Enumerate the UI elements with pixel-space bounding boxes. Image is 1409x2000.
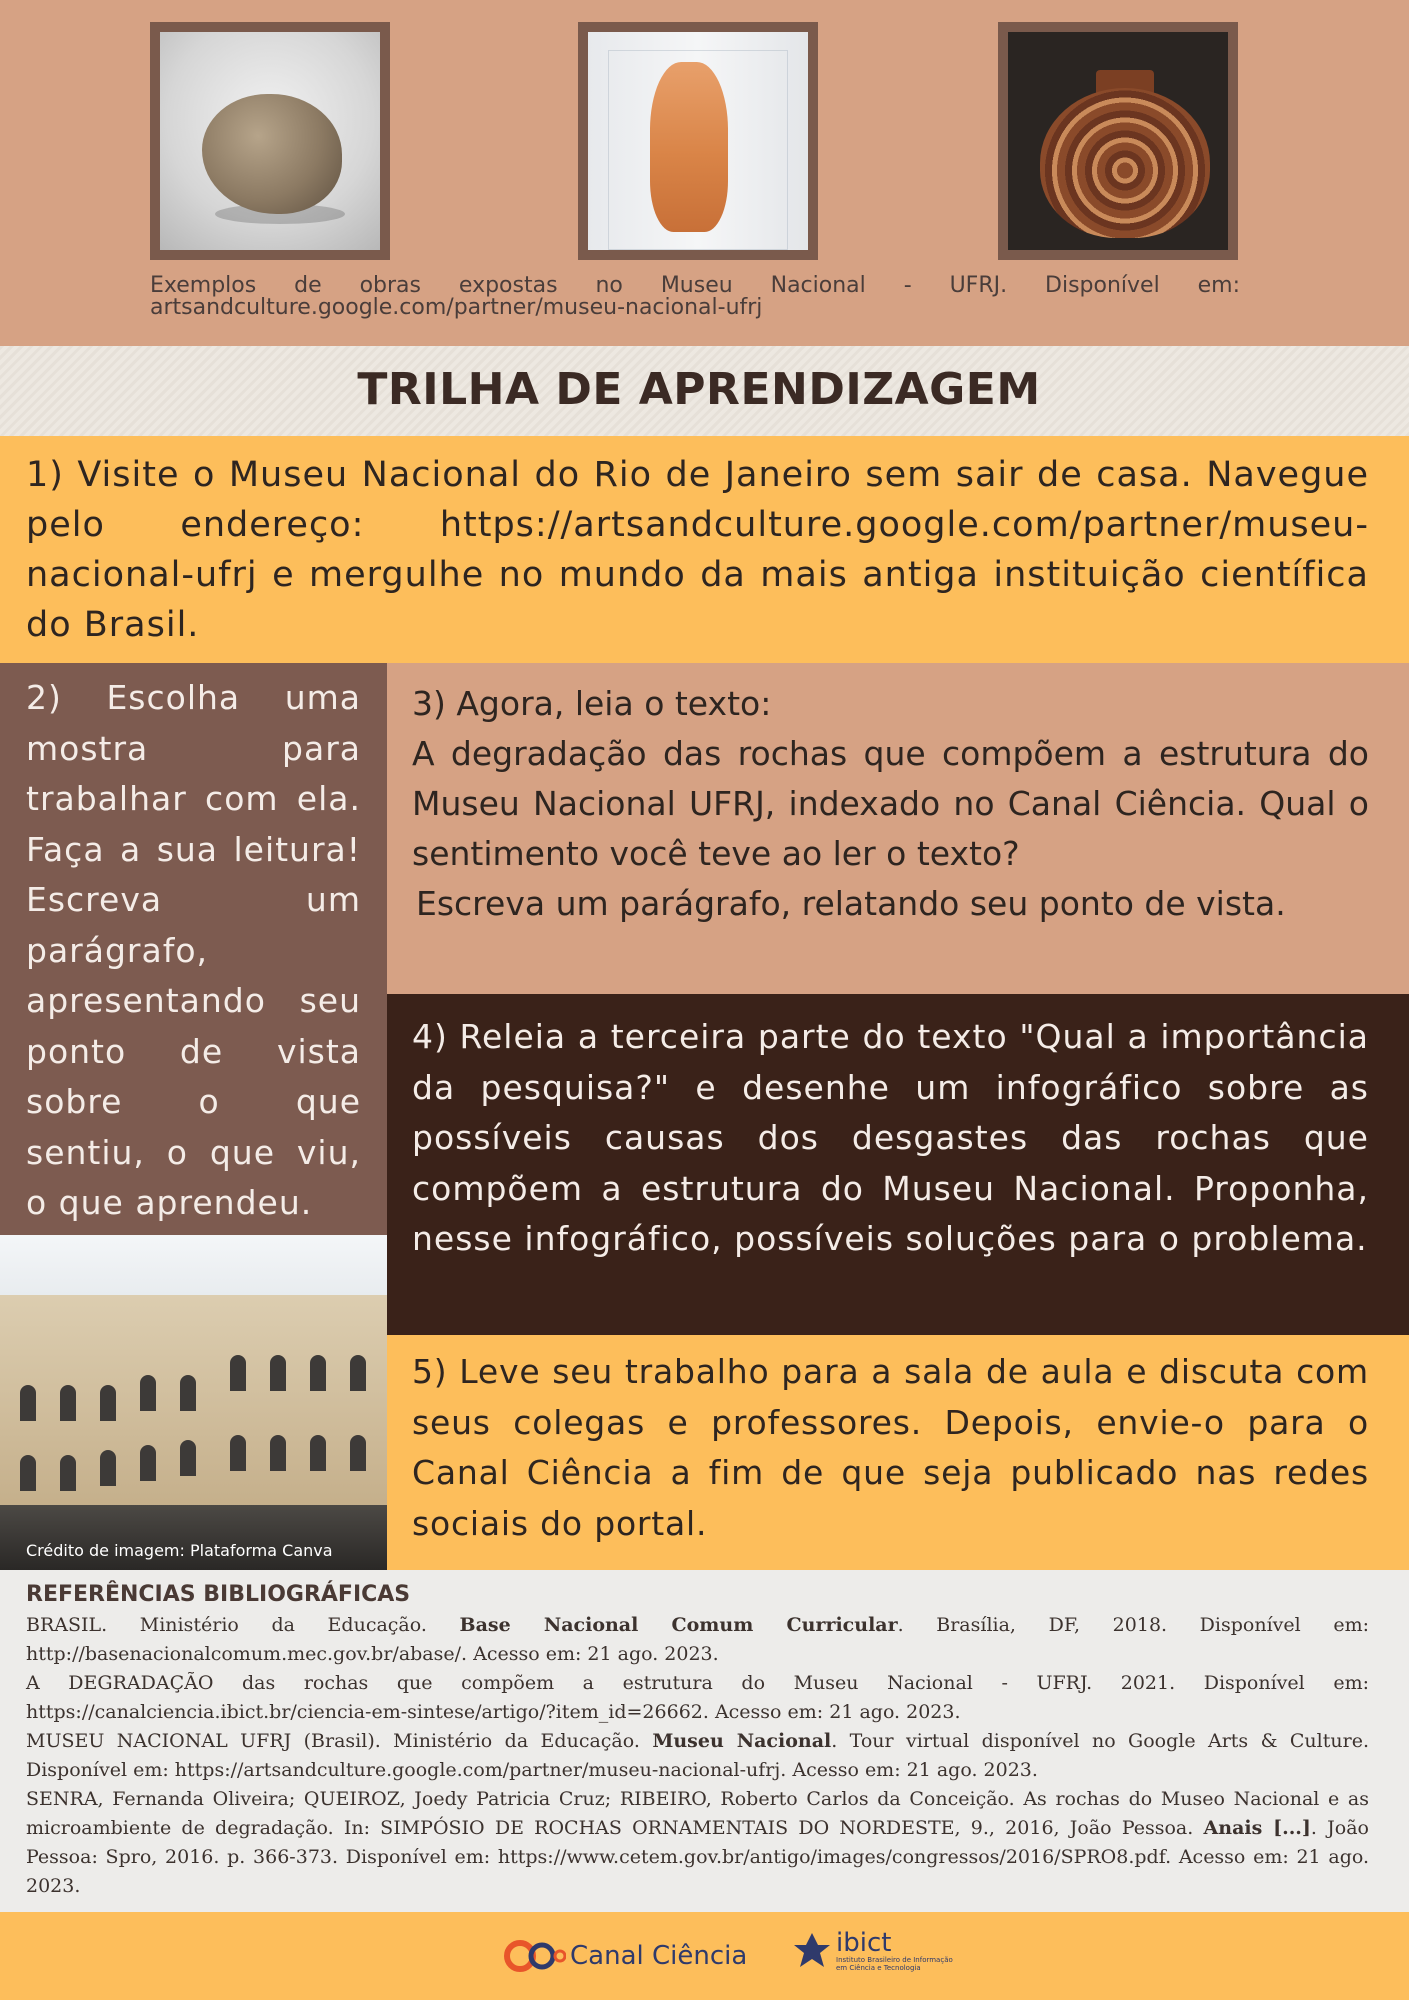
step-2-box <box>0 663 387 1235</box>
ibict-logo[interactable] <box>792 1930 953 1972</box>
canal-ciencia-logo-icon <box>502 1936 566 1976</box>
reference-item: SENRA, Fernanda Oliveira; QUEIROZ, Joedy Patricia Cruz; RIBEIRO, Roberto Carlos da Conceição. As rochas do Museo Nacional e as microambiente de degradação. In: SIMPÓSIO DE ROCHAS ORNAMENTAIS DO NORDESTE, 9., 2016, João Pessoa. Anais [...]. João Pessoa: Spro, 2016. p. 366-373. Disponível em: https://www.cetem.gov.br/antigo/images/congressos/2016/SPRO8.pdf. Acesso em: 21 ago. 2023. <box>26 1788 1369 1897</box>
stone-artifact-image <box>160 32 380 250</box>
step-1-url-link[interactable]: https://artsandculture.google.com/partner/museu-nacional-ufrj <box>26 505 1369 595</box>
reference-item: MUSEU NACIONAL UFRJ (Brasil). Ministério da Educação. Museu Nacional. Tour virtual disponível no Google Arts & Culture. Disponível em: https://artsandculture.google.com/partner/museu-nacional-ufrj. Acesso em: 21 ago. 2023. <box>26 1730 1369 1781</box>
artifact-image-frame-1 <box>150 22 390 260</box>
step-3-instruction: Escreva um parágrafo, relatando seu ponto de vista. <box>416 884 1286 923</box>
canal-ciencia-logo[interactable] <box>502 1936 747 1976</box>
header-section <box>0 0 1409 346</box>
step-3-text: A degradação das rochas que compõem a estrutura do Museu Nacional UFRJ, indexado no Canal Ciência. Qual o sentimento você teve ao ler o texto? <box>412 734 1369 873</box>
amber-torso-figurine-image <box>588 32 808 250</box>
step-4-box <box>387 994 1409 1335</box>
ibict-subtitle-1: Instituto Brasileiro de Informação <box>836 1956 953 1964</box>
artifact-image-frame-2 <box>578 22 818 260</box>
ibict-subtitle-2: em Ciência e Tecnologia <box>836 1964 921 1972</box>
footer <box>0 1912 1409 2000</box>
step-1-tail: e mergulhe no mundo da mais antiga instituição científica do Brasil. <box>26 555 1369 645</box>
ibict-logo-icon <box>792 1931 832 1971</box>
museum-building-photo <box>0 1235 387 1570</box>
references-section <box>0 1570 1409 1912</box>
page-title: TRILHA DE APRENDIZAGEM <box>357 364 1041 415</box>
step-5-box <box>387 1335 1409 1570</box>
reference-item: A DEGRADAÇÃO das rochas que compõem a estrutura do Museu Nacional - UFRJ. 2021. Disponível em: https://canalciencia.ibict.br/ciencia-em-sintese/artigo/?item_id=26662. Acesso em: 21 ago. 2023. <box>26 1672 1369 1723</box>
photo-credit: Crédito de imagem: Plataforma Canva <box>26 1541 333 1560</box>
references-heading: REFERÊNCIAS BIBLIOGRÁFICAS <box>26 1582 411 1607</box>
step-5-text: 5) Leve seu trabalho para a sala de aula e discuta com seus colegas e professores. Depois, envie-o para o Canal Ciência a fim de que seja publicado nas redes sociais do portal. <box>412 1352 1369 1543</box>
reference-item: BRASIL. Ministério da Educação. Base Nacional Comum Curricular. Brasília, DF, 2018. Disponível em: http://basenacionalcomum.mec.gov.br/abase/. Acesso em: 21 ago. 2023. <box>26 1614 1369 1665</box>
image-caption-line-2: artsandculture.google.com/partner/museu-nacional-ufrj <box>150 295 763 320</box>
step-3-box <box>387 663 1409 994</box>
canal-ciencia-label: Canal Ciência <box>570 1941 748 1971</box>
ibict-label: ibict <box>836 1928 892 1958</box>
step-1-intro: 1) Visite o Museu Nacional do Rio de Janeiro sem sair de casa. Navegue pelo endereço: <box>26 455 1369 545</box>
step-4-text: 4) Releia a terceira parte do texto "Qual a importância da pesquisa?" e desenhe um infográfico sobre as possíveis causas dos desgastes das rochas que compõem a estrutura do Museu Nacional. Proponha, nesse infográfico, possíveis soluções para o problema. <box>412 1017 1369 1258</box>
step-1-text <box>26 450 1369 650</box>
marajoara-vase-image <box>1008 32 1228 250</box>
image-caption-line-1: Exemplos de obras expostas no Museu Nacional - UFRJ. Disponível em: <box>150 273 1240 298</box>
title-band <box>0 346 1409 436</box>
artifact-image-frame-3 <box>998 22 1238 260</box>
step-2-text: 2) Escolha uma mostra para trabalhar com ela. Faça a sua leitura! Escreva um parágrafo, apresentando seu ponto de vista sobre o que sentiu, o que viu, o que aprendeu. <box>26 678 361 1222</box>
step-3-lead: 3) Agora, leia o texto: <box>412 684 772 723</box>
step-1-box <box>0 436 1409 663</box>
